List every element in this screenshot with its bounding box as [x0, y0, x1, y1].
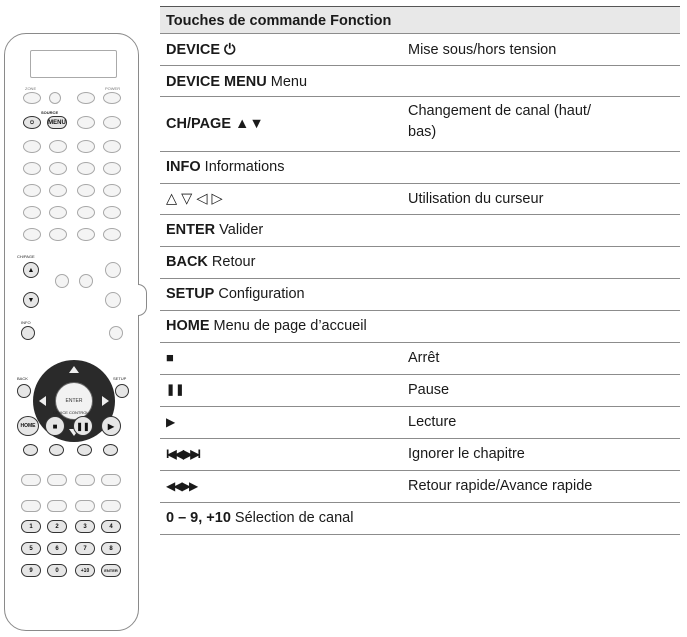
- remote-button-quick-2[interactable]: [47, 474, 67, 486]
- row-desc: Ignorer le chapitre: [408, 446, 525, 462]
- command-table: [160, 6, 680, 535]
- table-row: [160, 152, 680, 184]
- remote-button-ch-up[interactable]: ▲: [23, 262, 39, 278]
- row-key: INFO: [166, 159, 201, 175]
- row-desc: Menu de page d’accueil: [209, 318, 367, 334]
- remote-button[interactable]: [75, 500, 95, 512]
- remote-button[interactable]: [47, 500, 67, 512]
- play-icon: ▶: [166, 415, 176, 429]
- remote-button[interactable]: [23, 184, 41, 197]
- info-label: INFO: [21, 320, 31, 325]
- row-key: △ ▽ ◁ ▷: [166, 191, 223, 207]
- row-desc: Pause: [408, 382, 450, 398]
- remote-button-play[interactable]: ▶: [101, 416, 121, 436]
- remote-button[interactable]: [55, 274, 69, 288]
- remote-button[interactable]: [77, 228, 95, 241]
- power-label: POWER: [105, 86, 121, 91]
- remote-button-vol-down[interactable]: [105, 292, 121, 308]
- remote-button-plus10[interactable]: +10: [75, 564, 95, 577]
- remote-button-num-0[interactable]: 0: [47, 564, 67, 577]
- table-row: [160, 97, 680, 152]
- remote-button-quick-1[interactable]: [21, 474, 41, 486]
- remote-button-num-5[interactable]: 5: [21, 542, 41, 555]
- table-row: [160, 34, 680, 66]
- row-desc: Menu: [266, 74, 308, 90]
- cursor-up-icon[interactable]: [69, 366, 79, 373]
- rewind-forward-icon: ◀◀ ▶▶: [166, 479, 197, 493]
- row-desc: Sélection de canal: [230, 510, 354, 526]
- remote-button[interactable]: [103, 116, 121, 129]
- remote-button[interactable]: [101, 500, 121, 512]
- remote-button-device-power[interactable]: ⏻: [23, 116, 41, 129]
- row-desc-line1: Changement de canal (haut/: [408, 103, 591, 119]
- remote-button-prev-chapter[interactable]: [23, 444, 38, 456]
- row-desc-line2: bas): [408, 124, 437, 140]
- remote-button-small[interactable]: [49, 92, 61, 104]
- device-label: SOURCE: [41, 110, 59, 115]
- table-row: [160, 279, 680, 311]
- row-key: DEVICE ⏻: [166, 42, 236, 58]
- remote-button-enter[interactable]: ENTER: [55, 382, 93, 420]
- table-row: [160, 215, 680, 247]
- remote-button[interactable]: [103, 206, 121, 219]
- remote-button[interactable]: [103, 184, 121, 197]
- table-row: [160, 375, 680, 407]
- remote-button-device-menu[interactable]: MENU: [47, 116, 67, 129]
- ch-page-label: CH/PAGE: [17, 254, 35, 259]
- remote-button-num-2[interactable]: 2: [47, 520, 67, 533]
- remote-button-num-4[interactable]: 4: [101, 520, 121, 533]
- stop-icon: ■: [166, 350, 174, 365]
- remote-button[interactable]: [23, 228, 41, 241]
- remote-button-stop[interactable]: ■: [45, 416, 65, 436]
- remote-button[interactable]: [49, 162, 67, 175]
- remote-button[interactable]: [77, 162, 95, 175]
- remote-button-num-3[interactable]: 3: [75, 520, 95, 533]
- row-desc: Mise sous/hors tension: [408, 42, 557, 58]
- row-desc: Retour rapide/Avance rapide: [408, 478, 593, 494]
- remote-button-num-9[interactable]: 9: [21, 564, 41, 577]
- remote-button[interactable]: [77, 184, 95, 197]
- remote-button[interactable]: [49, 140, 67, 153]
- remote-button[interactable]: [23, 162, 41, 175]
- row-key: HOME: [166, 318, 210, 334]
- remote-button[interactable]: [103, 162, 121, 175]
- row-key: SETUP: [166, 286, 215, 302]
- cursor-left-icon[interactable]: [39, 396, 46, 406]
- row-key: ENTER: [166, 222, 216, 238]
- remote-button-vol-up[interactable]: [105, 262, 121, 278]
- remote-button[interactable]: [79, 274, 93, 288]
- table-row: [160, 407, 680, 439]
- remote-button[interactable]: [49, 206, 67, 219]
- remote-button-back[interactable]: [17, 384, 31, 398]
- remote-button-power[interactable]: [103, 92, 121, 104]
- remote-button-home[interactable]: HOME: [17, 416, 39, 436]
- remote-button-num-8[interactable]: 8: [101, 542, 121, 555]
- row-desc: Valider: [215, 222, 264, 238]
- remote-button[interactable]: [23, 206, 41, 219]
- remote-button-zone[interactable]: [23, 92, 41, 104]
- table-row: [160, 311, 680, 343]
- remote-button-setup[interactable]: [115, 384, 129, 398]
- remote-button[interactable]: [49, 228, 67, 241]
- cursor-right-icon[interactable]: [102, 396, 109, 406]
- remote-button-num-7[interactable]: 7: [75, 542, 95, 555]
- table-row: [160, 343, 680, 375]
- remote-side-bracket: [138, 284, 147, 316]
- remote-button-num-6[interactable]: 6: [47, 542, 67, 555]
- remote-button-next-chapter[interactable]: [103, 444, 118, 456]
- remote-button[interactable]: [23, 140, 41, 153]
- remote-button-fast-forward[interactable]: [77, 444, 92, 456]
- row-desc: Retour: [207, 254, 256, 270]
- row-key: CH/PAGE ▲▼: [166, 116, 264, 132]
- remote-button[interactable]: [21, 500, 41, 512]
- table-row: [160, 66, 680, 97]
- remote-button-small[interactable]: [77, 92, 95, 104]
- remote-button-num-enter[interactable]: ENTER: [101, 564, 121, 577]
- row-desc: Configuration: [214, 286, 305, 302]
- table-header: Touches de commande Fonction: [160, 6, 680, 34]
- zone-label: ZONE: [25, 86, 37, 91]
- skip-chapter-icon: I◀◀ ▶▶I: [166, 447, 199, 461]
- table-row: [160, 471, 680, 503]
- remote-display: [30, 50, 117, 78]
- table-row: [160, 184, 680, 215]
- table-row: [160, 439, 680, 471]
- remote-button[interactable]: [49, 184, 67, 197]
- remote-button-ch-down[interactable]: ▼: [23, 292, 39, 308]
- row-desc: Informations: [200, 159, 285, 175]
- remote-button[interactable]: [109, 326, 123, 340]
- row-key: 0 – 9, +10: [166, 510, 231, 526]
- table-row: [160, 247, 680, 279]
- device-control-label: DEVICE CONTROL: [53, 410, 89, 415]
- remote-button[interactable]: [103, 140, 121, 153]
- remote-button-rewind[interactable]: [49, 444, 64, 456]
- remote-button-pause[interactable]: ❚❚: [73, 416, 93, 436]
- row-key: DEVICE MENU: [166, 74, 267, 90]
- row-desc: Arrêt: [408, 350, 440, 366]
- remote-button-quick-3[interactable]: [75, 474, 95, 486]
- remote-button[interactable]: [77, 206, 95, 219]
- remote-button-num-1[interactable]: 1: [21, 520, 41, 533]
- row-desc: Utilisation du curseur: [408, 191, 544, 207]
- row-key: BACK: [166, 254, 208, 270]
- remote-button-info[interactable]: [21, 326, 35, 340]
- remote-button[interactable]: [77, 140, 95, 153]
- back-label: BACK: [17, 376, 28, 381]
- remote-control-illustration: [4, 33, 139, 631]
- table-row: [160, 503, 680, 535]
- remote-button-quick-4[interactable]: [101, 474, 121, 486]
- row-desc: Lecture: [408, 414, 457, 430]
- remote-button[interactable]: [77, 116, 95, 129]
- setup-label: SETUP: [113, 376, 127, 381]
- pause-icon: ❚❚: [166, 384, 185, 396]
- remote-button[interactable]: [103, 228, 121, 241]
